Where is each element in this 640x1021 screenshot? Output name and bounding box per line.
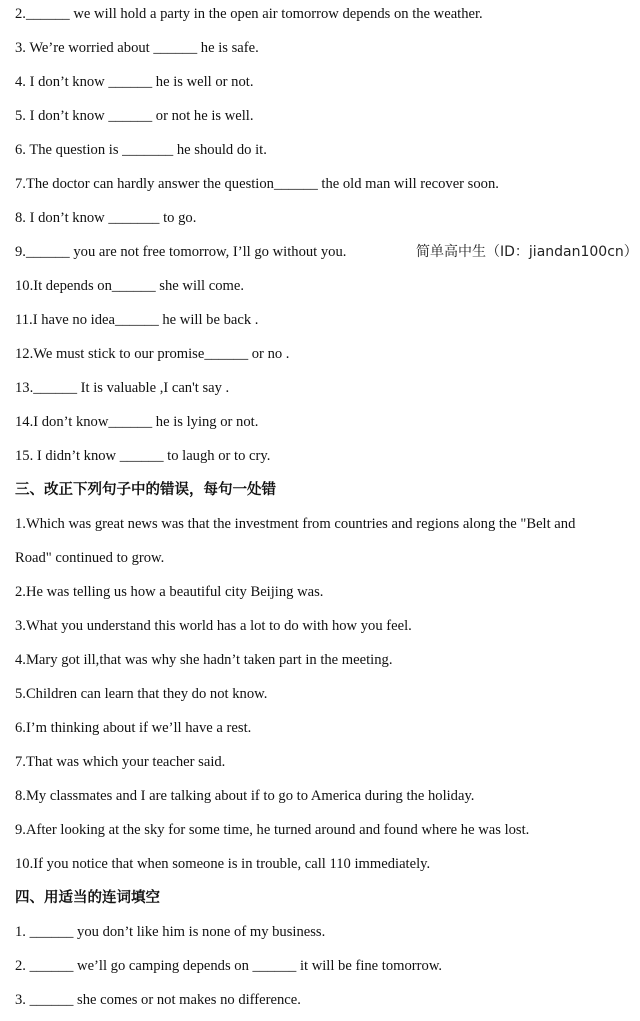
correction-3: 3.What you understand this world has a lot to do with how you feel. — [15, 618, 412, 634]
question-6: 6. The question is _______ he should do it. — [15, 142, 267, 158]
correction-5: 5.Children can learn that they do not know. — [15, 686, 268, 702]
correction-7: 7.That was which your teacher said. — [15, 754, 226, 770]
question-2: 2.______ we will hold a party in the open air tomorrow depends on the weather. — [15, 6, 483, 22]
question-14: 14.I don’t know______ he is lying or not. — [15, 414, 259, 430]
question-5: 5. I don’t know ______ or not he is well. — [15, 108, 254, 124]
question-15: 15. I didn’t know ______ to laugh or to cry. — [15, 448, 271, 464]
section-4-heading: 四、用适当的连词填空 — [15, 890, 160, 906]
correction-9: 9.After looking at the sky for some time, he turned around and found where he was lost. — [15, 822, 530, 838]
conjunction-3: 3. ______ she comes or not makes no difference. — [15, 992, 301, 1008]
question-4: 4. I don’t know ______ he is well or not. — [15, 74, 254, 90]
correction-8: 8.My classmates and I are talking about if to go to America during the holiday. — [15, 788, 475, 804]
question-13: 13.______ It is valuable ,I can't say . — [15, 380, 230, 396]
correction-4: 4.Mary got ill,that was why she hadn’t taken part in the meeting. — [15, 652, 393, 668]
question-11: 11.I have no idea______ he will be back . — [15, 312, 259, 328]
question-7: 7.The doctor can hardly answer the question______ the old man will recover soon. — [15, 176, 499, 192]
section-3-heading: 三、改正下列句子中的错误，每句一处错 — [15, 482, 276, 498]
question-12: 12.We must stick to our promise______ or no . — [15, 346, 290, 362]
watermark-text: 简单高中生（ID：jiandan100cn） — [416, 244, 638, 260]
correction-10: 10.If you notice that when someone is in trouble, call 110 immediately. — [15, 856, 431, 872]
correction-1-line-1: 1.Which was great news was that the investment from countries and regions along the "Belt and — [15, 516, 576, 532]
correction-6: 6.I’m thinking about if we’ll have a rest. — [15, 720, 252, 736]
correction-2: 2.He was telling us how a beautiful city Beijing was. — [15, 584, 324, 600]
question-9: 9.______ you are not free tomorrow, I’ll go without you. — [15, 244, 347, 260]
correction-1-line-2: Road" continued to grow. — [15, 550, 165, 566]
question-10: 10.It depends on______ she will come. — [15, 278, 245, 294]
question-8: 8. I don’t know _______ to go. — [15, 210, 197, 226]
conjunction-2: 2. ______ we’ll go camping depends on ______ it will be fine tomorrow. — [15, 958, 443, 974]
question-3: 3. We’re worried about ______ he is safe. — [15, 40, 259, 56]
conjunction-1: 1. ______ you don’t like him is none of my business. — [15, 924, 326, 940]
